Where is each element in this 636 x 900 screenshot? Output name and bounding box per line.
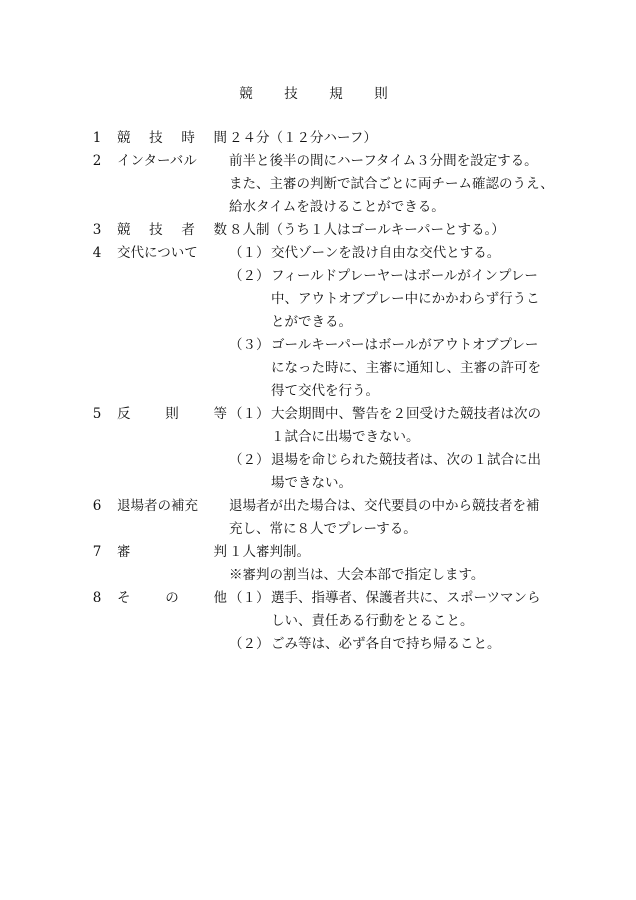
rule-2-text: 前半と後半の間にハーフタイム３分間を設定する。 <box>229 153 538 169</box>
rule-4-item-3-text: ゴールキーパーはボールがアウトオブプレー <box>271 337 539 353</box>
label-char: 技 <box>149 130 163 146</box>
label-char: 審 <box>117 544 131 560</box>
rule-4-label: 交代について <box>117 245 198 261</box>
rule-4-item-3-text: になった時に、主審に通知し、主審の許可を <box>271 360 541 376</box>
label-char: 反 <box>117 406 131 422</box>
rule-4-item-3-text: 得て交代を行う。 <box>271 383 379 399</box>
rule-2-text: 給水タイムを設けることができる。 <box>229 199 445 215</box>
rule-7-text: １人審判制。 <box>229 544 310 560</box>
label-char: 数 <box>213 222 227 238</box>
rule-4-item-2-text: 中、アウトオブプレー中にかかわらず行うこ <box>271 291 540 307</box>
label-char: の <box>165 590 179 606</box>
rule-8-item-2-marker: （２） <box>229 636 270 652</box>
label-char: 則 <box>165 406 179 422</box>
label-char: 時 <box>181 130 195 146</box>
rule-2-text: また、主審の判断で試合ごとに両チーム確認のうえ、 <box>229 176 554 192</box>
rule-8-label <box>117 588 227 608</box>
rule-1-number: 1 <box>92 130 102 146</box>
rule-8-item-1-text: しい、責任ある行動をとること。 <box>271 613 474 629</box>
rule-1-label <box>117 128 227 148</box>
label-char: 間 <box>213 130 227 146</box>
document-title: 競 技 規 則 <box>239 86 397 102</box>
rule-1-text: ２４分（１２分ハーフ） <box>229 130 377 146</box>
rule-2-label: インターバル <box>117 153 197 169</box>
rule-7-label <box>117 542 227 562</box>
label-char: そ <box>117 590 131 606</box>
rule-6-number: 6 <box>92 498 102 514</box>
rule-4-item-3-marker: （３） <box>229 337 270 353</box>
rule-5-item-1-text: 大会期間中、警告を２回受けた競技者は次の <box>271 406 541 422</box>
rule-8-number: 8 <box>92 590 102 606</box>
rule-4-item-2-text: フィールドプレーヤーはボールがインプレー <box>271 268 538 284</box>
rule-3-text: ８人制（うち１人はゴールキーパーとする。） <box>229 222 505 238</box>
label-char: 等 <box>213 406 227 422</box>
rule-3-number: 3 <box>92 222 102 238</box>
label-char: 者 <box>181 222 195 238</box>
rule-8-item-2-text: ごみ等は、必ず各自で持ち帰ること。 <box>271 636 501 652</box>
rule-8-item-1-text: 選手、指導者、保護者共に、スポーツマンら <box>271 590 541 606</box>
rule-3-label <box>117 220 227 240</box>
rule-4-item-2-text: とができる。 <box>271 314 352 330</box>
label-char: 他 <box>213 590 227 606</box>
rule-2-number: 2 <box>92 153 102 169</box>
rule-7-note: ※審判の割当は、大会本部で指定します。 <box>229 567 485 583</box>
rule-6-label: 退場者の補充 <box>117 498 198 514</box>
rule-5-item-2-text: 場できない。 <box>271 475 352 491</box>
rule-5-item-1-marker: （１） <box>229 406 270 422</box>
rule-8-item-1-marker: （１） <box>229 590 270 606</box>
rule-5-item-1-text: １試合に出場できない。 <box>271 429 420 445</box>
label-char: 技 <box>149 222 163 238</box>
label-char: 競 <box>117 130 131 146</box>
rule-4-number: 4 <box>92 245 102 261</box>
rule-4-item-1-marker: （１） <box>229 245 270 261</box>
rule-5-label <box>117 404 227 424</box>
label-char: 競 <box>117 222 131 238</box>
rule-4-item-2-marker: （２） <box>229 268 270 284</box>
rule-5-item-2-marker: （２） <box>229 452 270 468</box>
rule-6-text: 退場者が出た場合は、交代要員の中から競技者を補 <box>229 498 540 514</box>
rule-5-item-2-text: 退場を命じられた競技者は、次の１試合に出 <box>271 452 541 468</box>
rule-7-number: 7 <box>92 544 102 560</box>
label-char: 判 <box>213 544 227 560</box>
rule-5-number: 5 <box>92 406 102 422</box>
rule-4-item-1-text: 交代ゾーンを設け自由な交代とする。 <box>271 245 501 261</box>
rule-6-text: 充し、常に８人でプレーする。 <box>229 521 417 537</box>
